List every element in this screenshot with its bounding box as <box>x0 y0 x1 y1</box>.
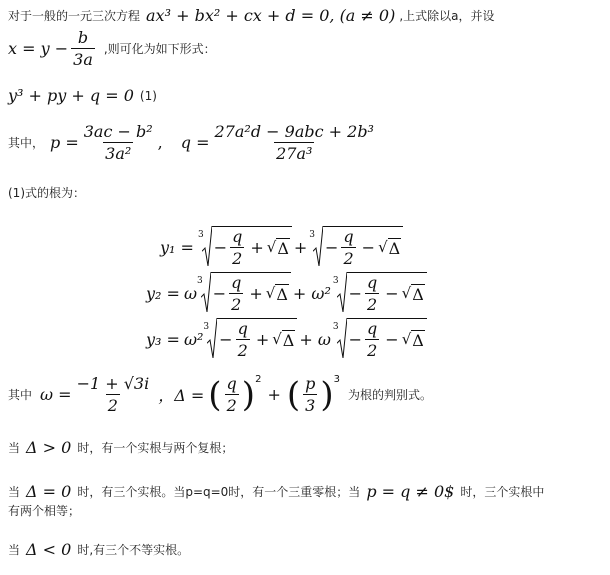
root-formula-1 <box>160 226 403 268</box>
p-denominator: 3a² <box>105 144 132 163</box>
case-zero <box>8 482 544 501</box>
radicand <box>212 226 292 268</box>
p-third <box>303 374 317 415</box>
q-fraction <box>213 122 376 163</box>
minus-sign: − <box>219 330 233 349</box>
root-index: 3 <box>332 322 339 332</box>
radical-sign <box>313 226 323 268</box>
radical-sign <box>337 272 347 314</box>
intro-suffix: ,上式除以a，并设 <box>399 9 495 23</box>
discriminant-suffix: 为根的判别式。 <box>348 388 433 402</box>
radical-sign <box>337 318 347 360</box>
case1-suffix: 时，有一个实根与两个复根； <box>77 441 234 455</box>
root-index: 3 <box>332 276 339 286</box>
omega-fraction <box>75 374 152 415</box>
root-index: 3 <box>197 276 203 286</box>
root-index: 3 <box>203 322 210 332</box>
p-lhs: p = <box>50 133 79 152</box>
sqrt-sign: √ <box>265 283 276 302</box>
minus-sign: − <box>213 238 228 257</box>
cube-root-b <box>333 318 427 360</box>
q-lhs: q = <box>180 133 210 152</box>
omega-denominator: 2 <box>107 396 118 415</box>
case2-condition: Δ = 0 <box>26 482 72 501</box>
where-prefix: 其中， <box>8 136 45 150</box>
radical-sign <box>201 272 211 314</box>
case2-suffix: 时，三个实根中 <box>460 485 545 499</box>
delta-symbol: Δ <box>412 330 424 350</box>
case2-condition2: p = q ≠ 0$ <box>366 482 455 501</box>
delta-symbol: Δ <box>282 330 295 350</box>
sqrt-delta <box>266 284 289 304</box>
root-formula-2 <box>146 272 427 314</box>
q-over-two <box>341 227 355 268</box>
omega-numerator: −1 + √3i <box>76 374 150 393</box>
sqrt-delta <box>378 238 401 258</box>
plus-sign: + <box>267 385 281 404</box>
second-coefficient: + ω² <box>292 283 331 303</box>
omega-delta-line: 其中 ω = $\frac{-1 + √3i}{2}$ ，Δ = ( $\frac{q}{2}$ ) $^2$ + ( $\frac{p}{3}$ ) $^3$ 为根的判别式。 <box>8 374 433 415</box>
q-over-two <box>365 319 379 360</box>
radicand <box>347 318 427 360</box>
pq-definitions: 其中， p = $\frac{\text{3ac − b²}}{\text{3a²}}$ , q = $\frac{\text{27a²d − 9abc + 2b³}}{\text{27a³}}$ <box>8 122 374 163</box>
q-over-two <box>365 273 379 314</box>
substitution-fraction <box>71 28 95 69</box>
sqrt-delta <box>402 284 425 304</box>
root-lhs: y₁ = <box>160 237 194 257</box>
root-index: 3 <box>197 230 204 240</box>
operator: + <box>250 238 264 257</box>
roots-intro: (1)式的根为： <box>8 186 85 200</box>
p-third-den: 3 <box>305 396 316 415</box>
minus-sign: − <box>348 330 363 349</box>
second-coefficient: + <box>293 237 308 257</box>
cubic-equation: ax³ + bx² + cx + d = 0, (a ≠ 0) <box>146 6 396 25</box>
omega-lhs: ω = <box>40 385 72 404</box>
omega-coefficient: ω² <box>183 329 204 349</box>
case3-prefix: 当 <box>8 543 21 557</box>
equation-tag: (1) <box>139 88 157 103</box>
case3-suffix: 时,有三个不等实根。 <box>77 543 190 557</box>
cube-root-b <box>309 226 403 268</box>
case-negative <box>8 540 189 559</box>
root-lhs: y₃ = <box>146 329 180 349</box>
operator: + <box>249 284 263 303</box>
sqrt-sign: √ <box>266 237 277 256</box>
cube-root-a <box>203 318 297 360</box>
sqrt-delta <box>267 238 290 258</box>
substitution-lhs: x = y − <box>8 39 69 58</box>
sqrt-delta <box>272 330 295 350</box>
q-num: q <box>343 227 354 246</box>
substitution-suffix: ,则可化为如下形式： <box>103 42 216 56</box>
delta-symbol: Δ <box>412 284 424 304</box>
q-over-two <box>236 319 250 360</box>
operator: − <box>361 238 376 257</box>
root-index: 3 <box>309 230 316 240</box>
q-half-num: q <box>226 374 237 393</box>
q-num: q <box>231 273 242 292</box>
root-formula-3 <box>146 318 427 360</box>
sqrt-sign: √ <box>401 283 412 302</box>
radicand <box>217 318 297 360</box>
operator: − <box>385 284 399 303</box>
q-num: q <box>232 227 243 246</box>
q-numerator: 27a²d − 9abc + 2b³ <box>214 122 374 141</box>
case2-line2: 有两个相等； <box>8 504 81 518</box>
radicand <box>323 226 403 268</box>
q-den: 2 <box>367 341 378 360</box>
q-half <box>225 374 239 415</box>
q-num: q <box>367 273 378 292</box>
q-den: 2 <box>231 295 242 314</box>
cube-root-a <box>197 272 291 314</box>
sqrt-sign: √ <box>401 329 412 348</box>
radicand <box>347 272 427 314</box>
q-half-den: 2 <box>226 396 237 415</box>
cube-exponent: 3 <box>333 374 340 385</box>
fraction-denominator: 3a <box>73 50 93 69</box>
operator: + <box>255 330 270 349</box>
case2-prefix: 当 <box>8 485 21 499</box>
depressed-cubic-equation: y³ + py + q = 0 <box>8 86 134 105</box>
q-num: q <box>237 319 248 338</box>
p-fraction <box>82 122 155 163</box>
omega-prefix: 其中 <box>8 388 33 402</box>
omega-coefficient: ω <box>183 283 197 303</box>
radicand <box>211 272 291 314</box>
case2-middle: 时，有三个实根。当p=q=0时，有一个三重零根；当 <box>77 485 361 499</box>
q-over-two <box>229 273 243 314</box>
delta-lhs: ，Δ = <box>158 386 205 405</box>
q-den: 2 <box>343 249 354 268</box>
p-numerator: 3ac − b² <box>83 122 153 141</box>
root-lhs: y₂ = <box>146 283 180 303</box>
fraction-numerator: b <box>77 28 89 47</box>
delta-symbol: Δ <box>388 238 401 258</box>
cube-root-a <box>198 226 292 268</box>
sqrt-sign: √ <box>378 237 388 256</box>
p-third-num: p <box>305 374 316 393</box>
q-den: 2 <box>232 249 243 268</box>
minus-sign: − <box>348 284 363 303</box>
square-exponent: 2 <box>255 374 262 385</box>
q-over-two <box>230 227 244 268</box>
radical-sign <box>202 226 212 268</box>
q-denominator: 27a³ <box>276 144 313 163</box>
case1-prefix: 当 <box>8 441 21 455</box>
q-num: q <box>367 319 378 338</box>
q-den: 2 <box>367 295 378 314</box>
minus-sign: − <box>212 284 227 303</box>
depressed-cubic <box>8 86 157 105</box>
minus-sign: − <box>325 238 339 257</box>
q-den: 2 <box>237 341 248 360</box>
delta-symbol: Δ <box>277 238 289 258</box>
cube-root-b <box>333 272 427 314</box>
intro-prefix: 对于一般的一元三次方程 <box>8 9 141 23</box>
operator: − <box>385 330 399 349</box>
sqrt-delta <box>402 330 425 350</box>
intro-line <box>8 6 495 25</box>
sqrt-sign: √ <box>272 329 282 348</box>
second-coefficient: + ω <box>299 329 331 349</box>
case1-condition: Δ > 0 <box>26 438 72 457</box>
substitution-line <box>8 28 216 69</box>
case-positive <box>8 438 233 457</box>
delta-symbol: Δ <box>276 284 288 304</box>
case3-condition: Δ < 0 <box>26 540 72 559</box>
radical-sign <box>207 318 217 360</box>
